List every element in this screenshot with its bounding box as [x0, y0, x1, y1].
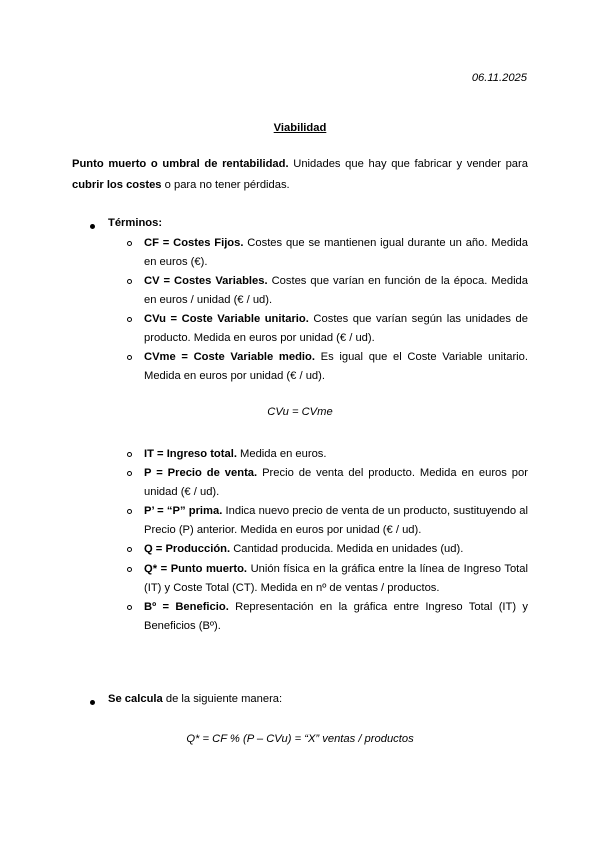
terms-heading: Términos: [108, 217, 163, 229]
intro-line-2 [72, 175, 528, 196]
bullet-dot-icon [90, 224, 95, 229]
term-q-star: Q* = Punto muerto. Unión física en la gráfica entre la línea de Ingreso Total (IT) y Coste Total (CT). Medida en nº de ventas / productos. [144, 563, 528, 594]
bullet-circle-icon [127, 605, 132, 610]
formula-cvu-cvme: CVu = CVme [267, 406, 333, 418]
bullet-circle-icon [127, 547, 132, 552]
intro-line1-text: Unidades que hay que fabricar y vender para [288, 158, 528, 170]
bullet-circle-icon [127, 241, 132, 246]
bullet-circle-icon [127, 471, 132, 476]
bullet-circle-icon [127, 452, 132, 457]
page-title: Viabilidad [273, 122, 327, 134]
bullet-dot-icon [90, 700, 95, 705]
term-q: Q = Producción. Cantidad producida. Medida en unidades (ud). [144, 543, 464, 555]
term-cvme: CVme = Coste Variable medio. Es igual que el Coste Variable unitario. Medida en euros por unidad (€ / ud). [144, 351, 528, 382]
intro-paragraph [72, 154, 528, 196]
intro-bold-costs: cubrir los costes [72, 179, 162, 191]
term-beneficio: Bº = Beneficio. Representación en la gráfica entre Ingreso Total (IT) y Beneficios (Bº). [144, 601, 529, 632]
term-p: P = Precio de venta. Precio de venta del producto. Medida en euros por unidad (€ / ud). [144, 467, 528, 498]
bullet-circle-icon [127, 317, 132, 322]
term-cvu: CVu = Coste Variable unitario. Costes que varían según las unidades de producto. Medida en euros por unidad (€ / ud). [144, 313, 528, 344]
document-date: 06.11.2025 [471, 72, 527, 84]
term-it: IT = Ingreso total. Medida en euros. [144, 448, 327, 460]
calc-line: Se calcula de la siguiente manera: [108, 693, 283, 705]
term-cv: CV = Costes Variables. Costes que varían en función de la época. Medida en euros / unidad (€ / ud). [144, 275, 528, 306]
bullet-circle-icon [127, 567, 132, 572]
bullet-circle-icon [127, 509, 132, 514]
intro-term: Punto muerto o umbral de rentabilidad. [72, 158, 289, 170]
term-p-prima: P’ = “P” prima. Indica nuevo precio de venta de un producto, sustituyendo al Precio (P) anterior. Medida en euros por unidad (€ / ud). [144, 505, 528, 536]
term-cf: CF = Costes Fijos. Costes que se mantienen igual durante un año. Medida en euros (€). [144, 237, 528, 268]
bullet-circle-icon [127, 279, 132, 284]
bullet-circle-icon [127, 355, 132, 360]
formula-punto-muerto: Q* = CF % (P – CVu) = “X” ventas / productos [186, 733, 414, 745]
intro-line-1 [72, 154, 528, 175]
intro-line2-text: o para no tener pérdidas. [161, 179, 290, 191]
